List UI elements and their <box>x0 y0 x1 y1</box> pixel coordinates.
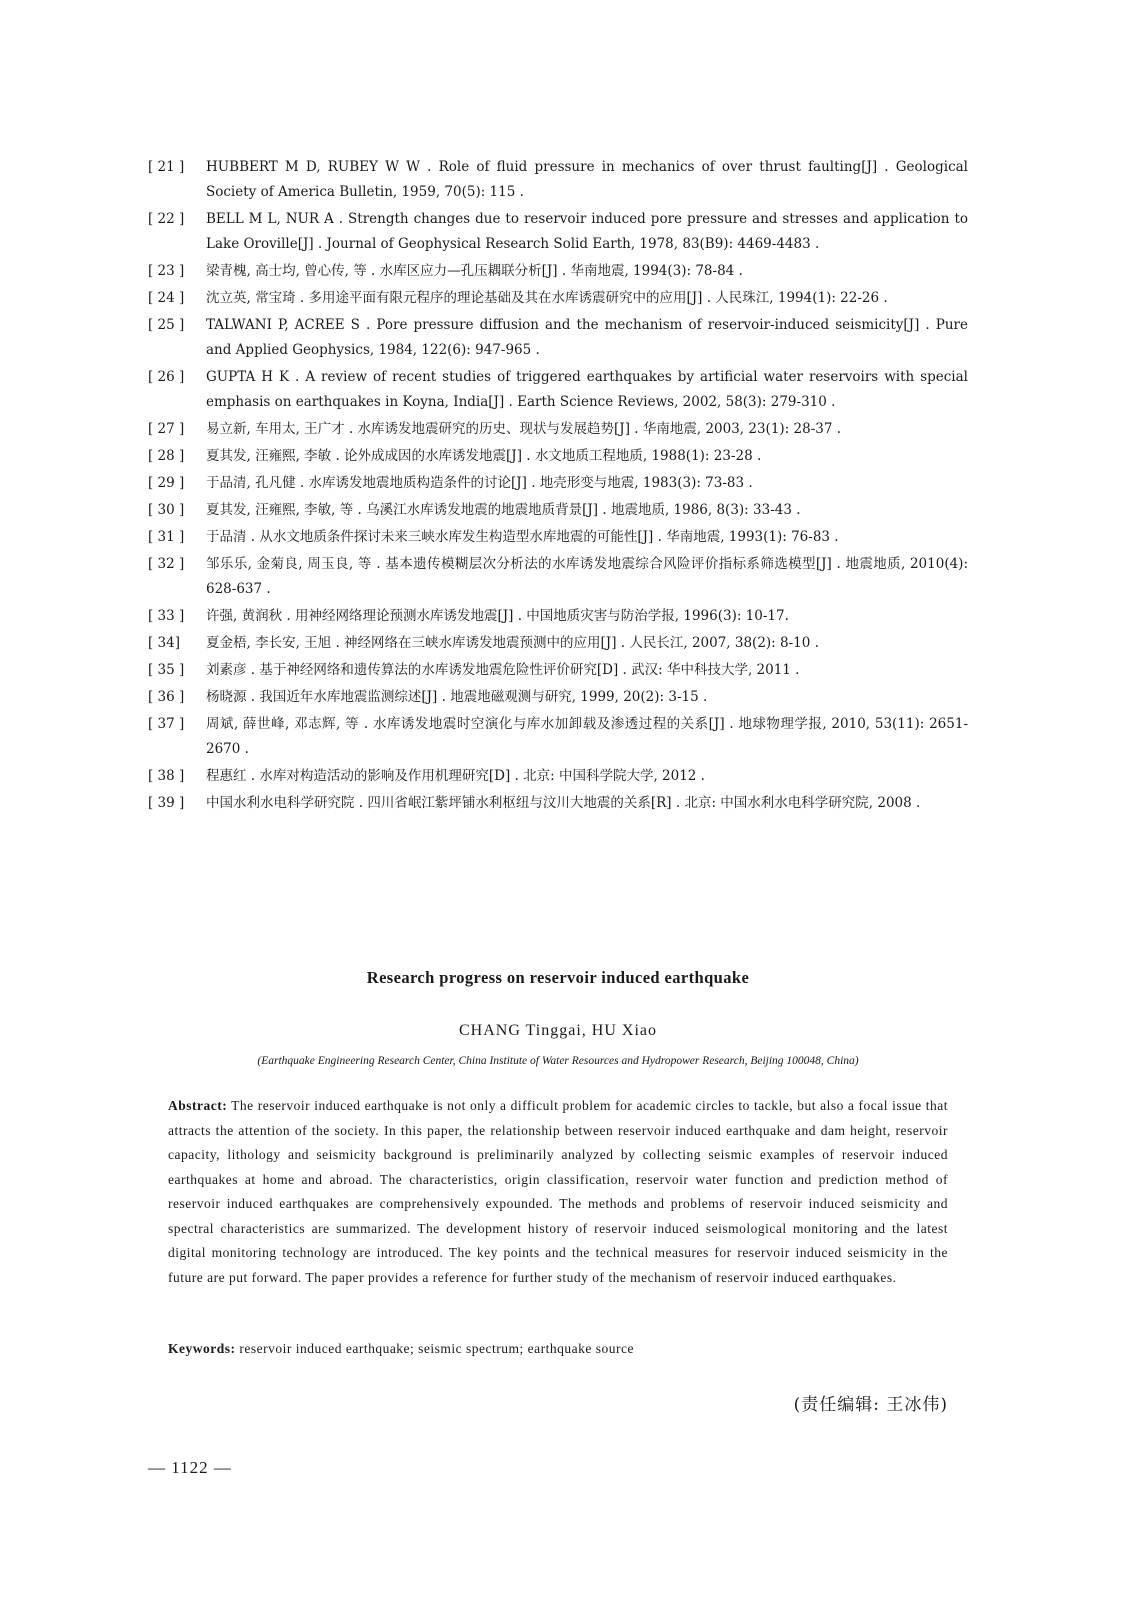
reference-number: [ 35 ] <box>148 662 185 678</box>
reference-item <box>148 417 968 442</box>
reference-text: GUPTA H K . A review of recent studies of triggered earthquakes by artificial water reservoirs with special emphasis on earthquakes in Koyna, India[J] . Earth Science Reviews, 2002, 58(3): 279-310 . <box>206 369 968 410</box>
keywords-label: Keywords: <box>168 1341 236 1356</box>
reference-item <box>148 791 968 816</box>
reference-item <box>148 313 968 363</box>
reference-item <box>148 552 968 602</box>
reference-item <box>148 471 968 496</box>
reference-number: [ 38 ] <box>148 768 185 784</box>
reference-text: 中国水利水电科学研究院 . 四川省岷江紫坪铺水利枢纽与汶川大地震的关系[R] . 北京: 中国水利水电科学研究院, 2008 . <box>206 795 921 811</box>
reference-text: 邹乐乐, 金菊良, 周玉良, 等 . 基本遗传模糊层次分析法的水库诱发地震综合风险评价指标系筛选模型[J] . 地震地质, 2010(4): 628-637 . <box>206 556 968 597</box>
reference-text: 周斌, 薛世峰, 邓志辉, 等 . 水库诱发地震时空演化与库水加卸载及渗透过程的关系[J] . 地球物理学报, 2010, 53(11): 2651-2670 . <box>206 716 968 757</box>
reference-text: 易立新, 车用太, 王广才 . 水库诱发地震研究的历史、现状与发展趋势[J] . 华南地震, 2003, 23(1): 28-37 . <box>206 421 842 437</box>
reference-item <box>148 685 968 710</box>
reference-item <box>148 207 968 257</box>
reference-item <box>148 712 968 762</box>
english-abstract <box>168 1094 948 1290</box>
reference-list <box>148 155 968 818</box>
reference-item <box>148 604 968 629</box>
reference-number: [ 31 ] <box>148 529 185 545</box>
reference-text: 夏其发, 汪雍熙, 李敏, 等 . 乌溪江水库诱发地震的地震地质背景[J] . 地震地质, 1986, 8(3): 33-43 . <box>206 502 801 518</box>
reference-number: [ 39 ] <box>148 795 185 811</box>
reference-text: 于品清 . 从水文地质条件探讨未来三峡水库发生构造型水库地震的可能性[J] . 华南地震, 1993(1): 76-83 . <box>206 529 839 545</box>
reference-text: BELL M L, NUR A . Strength changes due to reservoir induced pore pressure and stresses and application to Lake Oroville[J] . Journal of Geophysical Research Solid Earth, 1978, 83(B9): 4469-4483 . <box>206 211 968 252</box>
reference-number: [ 21 ] <box>148 159 185 175</box>
reference-item <box>148 498 968 523</box>
reference-number: [ 26 ] <box>148 369 185 385</box>
reference-number: [ 32 ] <box>148 556 185 572</box>
abstract-label: Abstract: <box>168 1098 228 1113</box>
reference-number: [ 28 ] <box>148 448 185 464</box>
reference-item <box>148 259 968 284</box>
reference-text: 程惠红 . 水库对构造活动的影响及作用机理研究[D] . 北京: 中国科学院大学, 2012 . <box>206 768 705 784</box>
reference-item <box>148 365 968 415</box>
reference-item <box>148 155 968 205</box>
reference-number: [ 23 ] <box>148 263 185 279</box>
english-keywords <box>168 1337 948 1361</box>
english-affiliation: (Earthquake Engineering Research Center, China Institute of Water Resources and Hydropower Research, Beijing 100048, China) <box>257 1055 859 1067</box>
reference-number: [ 24 ] <box>148 290 185 306</box>
reference-number: [ 37 ] <box>148 716 185 732</box>
english-authors: CHANG Tinggai, HU Xiao <box>458 1022 657 1039</box>
abstract-text: The reservoir induced earthquake is not only a difficult problem for academic circles to tackle, but also a focal issue that attracts the attention of the society. In this paper, the relationship between reservoir induced earthquake and dam height, reservoir capacity, lithology and seismicity background is preliminarily analyzed by collecting seismic examples of reservoir induced earthquakes at home and abroad. The characteristics, origin classification, reservoir water function and prediction method of reservoir induced earthquakes are comprehensively expounded. The methods and problems of reservoir induced seismicity and spectral characteristics are summarized. The development history of reservoir induced seismological monitoring and the latest digital monitoring technology are introduced. The key points and the technical measures for reservoir induced seismicity in the future are put forward. The paper provides a reference for further study of the mechanism of reservoir induced earthquakes. <box>168 1098 948 1285</box>
reference-number: [ 33 ] <box>148 608 185 624</box>
reference-text: 沈立英, 常宝琦 . 多用途平面有限元程序的理论基础及其在水库诱震研究中的应用[J] . 人民珠江, 1994(1): 22-26 . <box>206 290 888 306</box>
editor-note: (责任编辑: 王冰伟) <box>793 1395 948 1415</box>
reference-item <box>148 525 968 550</box>
reference-item <box>148 658 968 683</box>
reference-text: 杨晓源 . 我国近年水库地震监测综述[J] . 地震地磁观测与研究, 1999, 20(2): 3-15 . <box>206 689 708 705</box>
reference-number: [ 30 ] <box>148 502 185 518</box>
reference-text: 梁青槐, 高士均, 曾心传, 等 . 水库区应力—孔压耦联分析[J] . 华南地震, 1994(3): 78-84 . <box>206 263 743 279</box>
reference-number: [ 29 ] <box>148 475 185 491</box>
keywords-text: reservoir induced earthquake; seismic spectrum; earthquake source <box>235 1341 634 1356</box>
reference-text: HUBBERT M D, RUBEY W W . Role of fluid pressure in mechanics of over thrust faulting[J] . Geological Society of America Bulletin, 1959, 70(5): 115 . <box>206 159 968 200</box>
reference-text: TALWANI P, ACREE S . Pore pressure diffusion and the mechanism of reservoir-induced seismicity[J] . Pure and Applied Geophysics, 1984, 122(6): 947-965 . <box>206 317 968 358</box>
reference-item <box>148 444 968 469</box>
reference-item <box>148 631 968 656</box>
reference-item <box>148 286 968 311</box>
reference-text: 夏金梧, 李长安, 王旭 . 神经网络在三峡水库诱发地震预测中的应用[J] . 人民长江, 2007, 38(2): 8-10 . <box>206 635 819 651</box>
reference-text: 许强, 黄润秋 . 用神经网络理论预测水库诱发地震[J] . 中国地质灾害与防治学报, 1996(3): 10-17. <box>206 608 789 624</box>
page-number: — 1122 — <box>148 1458 232 1477</box>
reference-number: [ 25 ] <box>148 317 185 333</box>
reference-number: [ 34] <box>148 635 181 651</box>
reference-number: [ 27 ] <box>148 421 185 437</box>
reference-text: 刘素彦 . 基于神经网络和遗传算法的水库诱发地震危险性评价研究[D] . 武汉: 华中科技大学, 2011 . <box>206 662 800 678</box>
english-title: Research progress on reservoir induced earthquake <box>366 968 750 987</box>
reference-number: [ 22 ] <box>148 211 185 227</box>
reference-text: 夏其发, 汪雍熙, 李敏 . 论外成成因的水库诱发地震[J] . 水文地质工程地质, 1988(1): 23-28 . <box>206 448 762 464</box>
reference-item <box>148 764 968 789</box>
reference-text: 于品清, 孔凡健 . 水库诱发地震地质构造条件的讨论[J] . 地壳形变与地震, 1983(3): 73-83 . <box>206 475 753 491</box>
reference-number: [ 36 ] <box>148 689 185 705</box>
